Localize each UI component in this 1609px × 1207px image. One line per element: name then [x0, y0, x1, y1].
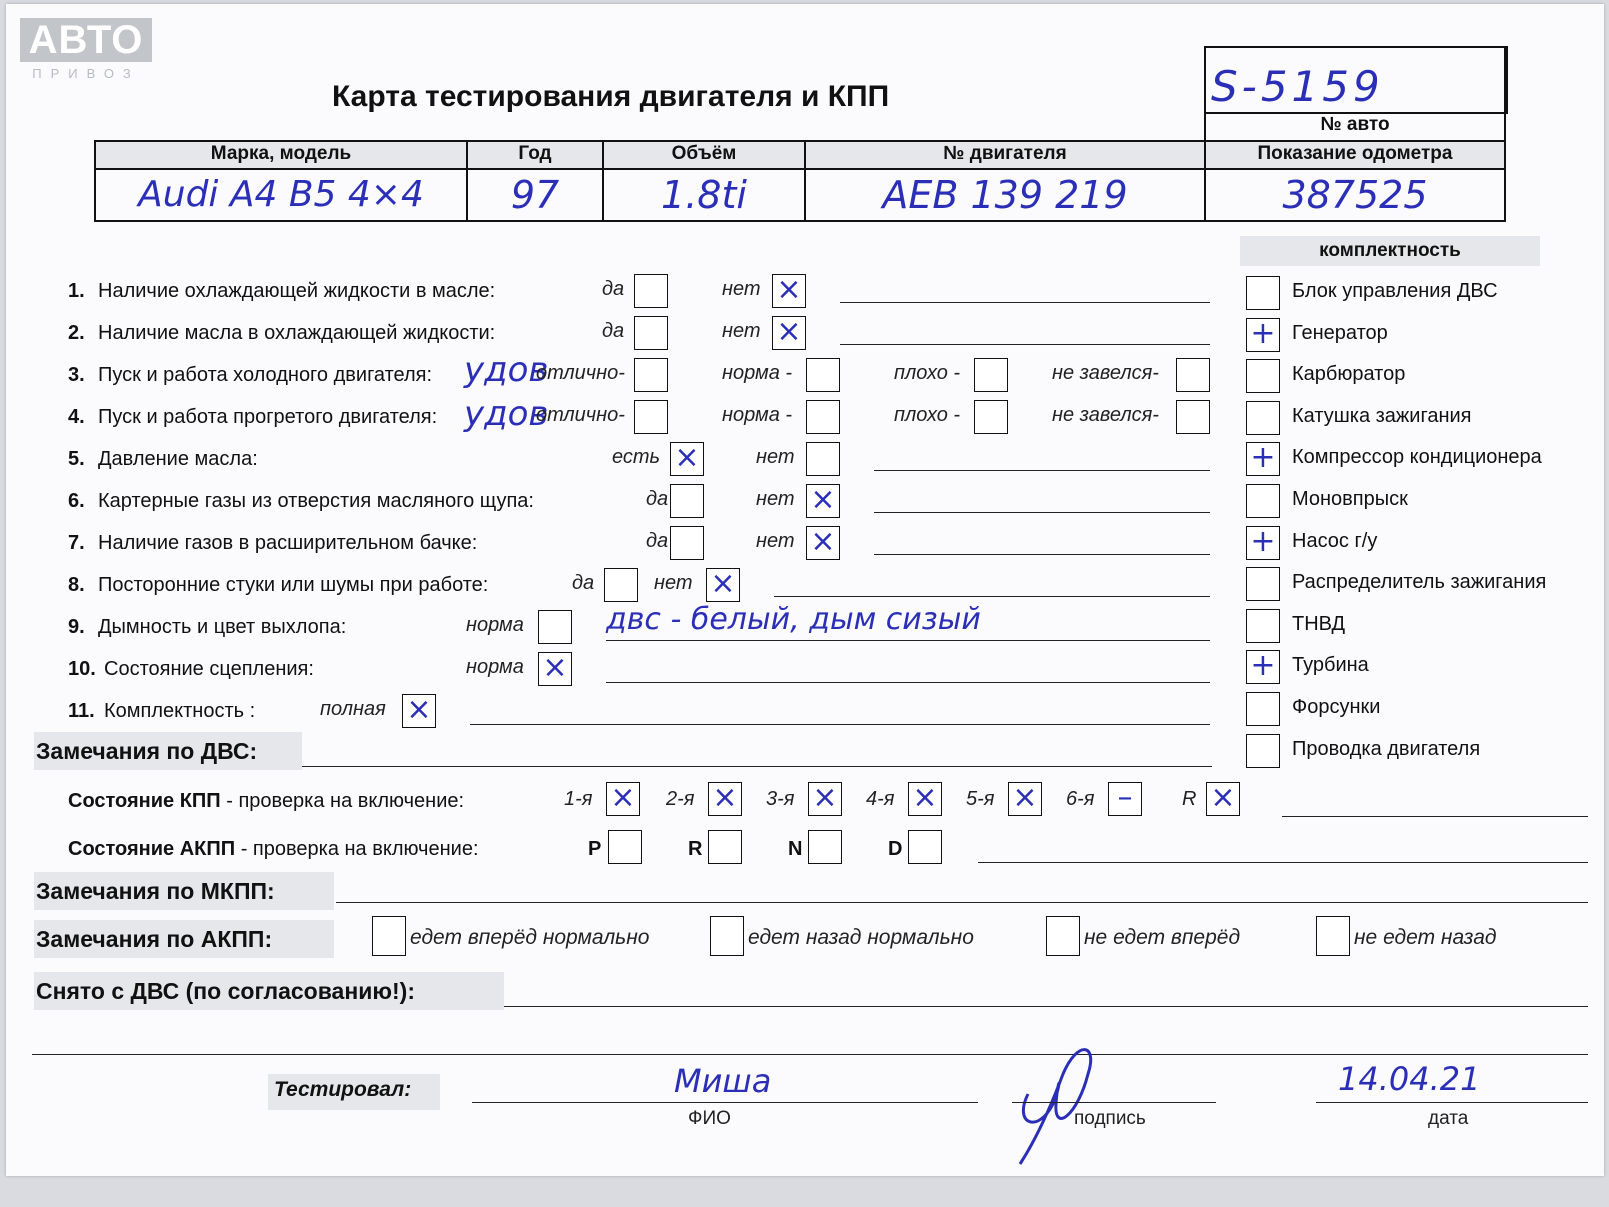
kit-item-label: Турбина — [1292, 654, 1369, 677]
engine-number-value: AEB 139 219 — [882, 173, 1128, 217]
gear-label: 3-я — [766, 788, 795, 810]
checkbox-noise-no[interactable]: × — [706, 568, 740, 602]
item-number: 3. — [68, 364, 85, 386]
answer-line — [1316, 1102, 1588, 1103]
gear-checkbox[interactable]: × — [808, 782, 842, 816]
option-label: плохо - — [894, 404, 961, 426]
option-label: отлично- — [536, 404, 625, 426]
auto-mode-label: D — [888, 838, 903, 860]
gear-label: R — [1182, 788, 1197, 810]
item-label-expansion-tank: Наличие газов в расширительном бачке: — [98, 532, 478, 554]
answer-line — [774, 596, 1210, 597]
kit-item-label: Насос г/у — [1292, 529, 1378, 552]
kit-item-label: Генератор — [1292, 321, 1388, 344]
option-label: плохо - — [894, 362, 961, 384]
option-label: есть — [612, 446, 661, 468]
kit-checkbox[interactable]: + — [1246, 526, 1280, 560]
test-card-sheet — [6, 4, 1604, 1176]
answer-line — [978, 862, 1588, 863]
signature-caption: подпись — [1074, 1108, 1146, 1129]
kit-item-label: Форсунки — [1292, 696, 1381, 718]
item-label-warm-start: Пуск и работа прогретого двигателя: — [98, 406, 438, 428]
kit-item-label: Катушка зажигания — [1292, 404, 1472, 427]
checkbox-warm-normal[interactable] — [806, 400, 840, 434]
item-label-completeness: Комплектность : — [104, 700, 256, 722]
kit-checkbox[interactable] — [1246, 401, 1280, 435]
kit-checkbox[interactable] — [1246, 484, 1280, 518]
checkbox-cold-excellent[interactable] — [634, 358, 668, 392]
handwritten-note-warm: удов — [464, 394, 549, 434]
option-label: не завелся- — [1052, 362, 1159, 384]
item-label-exhaust: Дымность и цвет выхлопа: — [98, 616, 347, 638]
answer-line — [606, 682, 1210, 683]
tester-name-value: Миша — [674, 1062, 772, 1100]
option-label: норма — [466, 614, 524, 636]
checkbox-coolant-yes[interactable] — [634, 274, 668, 308]
checkbox-cold-bad[interactable] — [974, 358, 1008, 392]
option-label: нет — [722, 320, 761, 342]
checkbox-complete-full[interactable]: × — [402, 694, 436, 728]
auto-remark-checkbox[interactable] — [1046, 916, 1080, 956]
item-number: 1. — [68, 280, 85, 302]
answer-line — [874, 470, 1210, 471]
kit-checkbox[interactable]: + — [1246, 442, 1280, 476]
gear-checkbox[interactable]: – — [1108, 782, 1142, 816]
gear-checkbox[interactable]: × — [708, 782, 742, 816]
kit-checkbox[interactable]: + — [1246, 650, 1280, 684]
answer-line — [840, 302, 1210, 303]
auto-mode-checkbox[interactable] — [808, 830, 842, 864]
avtoprivoz-logo: АВТО — [20, 18, 152, 62]
item-number: 6. — [68, 490, 85, 512]
answer-line — [472, 1102, 978, 1103]
checkbox-noise-yes[interactable] — [604, 568, 638, 602]
answer-line — [504, 1006, 1588, 1007]
gear-label: 5-я — [966, 788, 995, 810]
kit-item-label: Проводка двигателя — [1292, 737, 1481, 760]
answer-line — [302, 766, 1212, 767]
col-volume-header: Объём — [671, 143, 737, 164]
checkbox-warm-nostart[interactable] — [1176, 400, 1210, 434]
item-number: 10. — [68, 658, 96, 680]
checkbox-pressure-yes[interactable]: × — [670, 442, 704, 476]
checkbox-cold-normal[interactable] — [806, 358, 840, 392]
odometer-value: 387525 — [1282, 173, 1428, 217]
answer-line — [336, 902, 1588, 903]
handwritten-note-exhaust: двс - белый, дым сизый — [606, 602, 981, 637]
car-number-label: № авто — [1320, 114, 1390, 135]
option-label: норма — [466, 656, 524, 678]
auto-remark-label: не едет вперёд — [1084, 926, 1241, 949]
auto-mode-label: N — [788, 838, 803, 860]
option-label: нет — [756, 488, 795, 510]
item-label-crankcase-gas: Картерные газы из отверстия масляного щупа: — [98, 490, 534, 512]
remarks-auto-label: Замечания по АКПП: — [36, 926, 273, 952]
item-label-clutch: Состояние сцепления: — [104, 658, 314, 680]
option-label: норма - — [722, 362, 793, 384]
item-number: 5. — [68, 448, 85, 470]
kit-item-label: Блок управления ДВС — [1292, 280, 1498, 302]
col-year-header: Год — [518, 143, 552, 164]
gear-checkbox[interactable]: × — [606, 782, 640, 816]
auto-mode-checkbox[interactable] — [908, 830, 942, 864]
option-label: нет — [654, 572, 693, 594]
checkbox-exhaust-normal[interactable] — [538, 610, 572, 644]
year-value: 97 — [510, 173, 560, 217]
gearbox-title — [68, 790, 464, 813]
item-number: 4. — [68, 406, 85, 428]
answer-line — [874, 554, 1210, 555]
option-label: нет — [756, 530, 795, 552]
answer-line — [1282, 816, 1588, 817]
answer-line — [606, 640, 1210, 641]
item-label-oil-pressure: Давление масла: — [98, 448, 258, 470]
auto-remark-checkbox[interactable] — [1316, 916, 1350, 956]
checkbox-tank-yes[interactable] — [670, 526, 704, 560]
gearbox-title-rest: - проверка на включение: — [220, 790, 465, 812]
kit-checkbox[interactable] — [1246, 734, 1280, 768]
option-label: да — [602, 320, 625, 342]
answer-line — [1012, 1102, 1216, 1103]
page-title: Карта тестирования двигателя и КПП — [332, 80, 890, 113]
checkbox-warm-excellent[interactable] — [634, 400, 668, 434]
item-label-cold-start: Пуск и работа холодного двигателя: — [98, 364, 433, 386]
item-number: 8. — [68, 574, 85, 596]
checkbox-clutch-normal[interactable]: × — [538, 652, 572, 686]
kit-title: комплектность — [1240, 236, 1540, 266]
kit-item-label: ТНВД — [1292, 612, 1346, 635]
auto-remark-label: не едет назад — [1354, 926, 1497, 949]
checkbox-warm-bad[interactable] — [974, 400, 1008, 434]
gear-label: 2-я — [666, 788, 695, 810]
kit-checkbox[interactable] — [1246, 276, 1280, 310]
option-label: нет — [722, 278, 761, 300]
option-label: не завелся- — [1052, 404, 1159, 426]
answer-line — [840, 344, 1210, 345]
kit-checkbox[interactable] — [1246, 609, 1280, 643]
answer-line — [874, 512, 1210, 513]
gear-checkbox[interactable]: × — [1008, 782, 1042, 816]
item-number: 2. — [68, 322, 85, 344]
table-top-line — [94, 140, 1506, 142]
auto-mode-checkbox[interactable] — [708, 830, 742, 864]
option-label: да — [602, 278, 625, 300]
col-make-header: Марка, модель — [210, 143, 352, 164]
option-label: да — [646, 488, 669, 510]
removed-label: Снято с ДВС (по согласованию!): — [36, 978, 415, 1004]
option-label: отлично- — [536, 362, 625, 384]
date-value: 14.04.21 — [1338, 1060, 1481, 1098]
gear-checkbox[interactable]: × — [908, 782, 942, 816]
col-odometer-header: Показание одометра — [1257, 143, 1453, 164]
remarks-engine-label: Замечания по ДВС: — [36, 738, 258, 764]
signature-mark — [1008, 1034, 1118, 1174]
item-label-noise: Посторонние стуки или шумы при работе: — [98, 574, 489, 596]
volume-value: 1.8ti — [661, 173, 747, 217]
kit-item-label: Карбюратор — [1292, 363, 1406, 386]
checkbox-coolant-no[interactable]: × — [772, 274, 806, 308]
checkbox-cold-nostart[interactable] — [1176, 358, 1210, 392]
item-label-coolant-in-oil: Наличие охлаждающей жидкости в масле: — [98, 280, 496, 302]
option-label: норма - — [722, 404, 793, 426]
table-bottom-line — [94, 220, 1506, 222]
option-label: да — [646, 530, 669, 552]
gear-checkbox[interactable]: × — [1206, 782, 1240, 816]
option-label: да — [572, 572, 595, 594]
checkbox-pressure-no[interactable] — [806, 442, 840, 476]
option-label: полная — [320, 698, 386, 720]
auto-remark-checkbox[interactable] — [710, 916, 744, 956]
auto-remark-label: едет вперёд нормально — [410, 926, 650, 949]
item-number: 11. — [68, 700, 95, 722]
answer-line — [32, 1054, 1588, 1055]
item-number: 9. — [68, 616, 85, 638]
kit-item-label: Распределитель зажигания — [1292, 571, 1547, 594]
logo-subtitle: ПРИВОЗ — [32, 66, 140, 81]
table-col-line — [1504, 46, 1506, 222]
col-engine-header: № двигателя — [943, 143, 1067, 164]
kit-checkbox[interactable] — [1246, 567, 1280, 601]
auto-gearbox-title-rest: - проверка на включение: — [235, 838, 479, 860]
checkbox-oil-no[interactable]: × — [772, 316, 806, 350]
item-label-oil-in-coolant: Наличие масла в охлаждающей жидкости: — [98, 322, 496, 344]
kit-item-label: Моновпрыск — [1292, 488, 1408, 510]
car-number-value: S-5159 — [1211, 62, 1384, 111]
gear-label: 4-я — [866, 788, 895, 810]
checkbox-tank-no[interactable]: × — [806, 526, 840, 560]
gear-label: 1-я — [564, 788, 593, 810]
kit-item-label: Компрессор кондиционера — [1292, 446, 1542, 469]
auto-remark-checkbox[interactable] — [372, 916, 406, 956]
name-caption: ФИО — [688, 1108, 731, 1129]
kit-checkbox[interactable]: + — [1246, 318, 1280, 352]
auto-mode-label: R — [688, 838, 703, 860]
auto-gearbox-title-bold: Состояние АКПП — [68, 838, 236, 860]
auto-mode-label: P — [588, 838, 602, 860]
auto-remark-label: едет назад нормально — [748, 926, 974, 949]
tested-by-label: Тестировал: — [274, 1078, 412, 1101]
checkbox-crankcase-no[interactable]: × — [806, 484, 840, 518]
checkbox-oil-yes[interactable] — [634, 316, 668, 350]
make-value: Audi A4 B5 4×4 — [138, 174, 424, 215]
kit-checkbox[interactable] — [1246, 359, 1280, 393]
auto-mode-checkbox[interactable] — [608, 830, 642, 864]
checkbox-crankcase-yes[interactable] — [670, 484, 704, 518]
gear-label: 6-я — [1066, 788, 1095, 810]
option-label: нет — [756, 446, 795, 468]
remarks-manual-label: Замечания по МКПП: — [36, 878, 275, 904]
answer-line — [470, 724, 1210, 725]
date-caption: дата — [1428, 1108, 1469, 1129]
gearbox-title-bold: Состояние КПП — [68, 790, 221, 812]
kit-checkbox[interactable] — [1246, 692, 1280, 726]
item-number: 7. — [68, 532, 85, 554]
auto-gearbox-title — [68, 838, 479, 861]
handwritten-note-cold: удов — [464, 350, 549, 390]
